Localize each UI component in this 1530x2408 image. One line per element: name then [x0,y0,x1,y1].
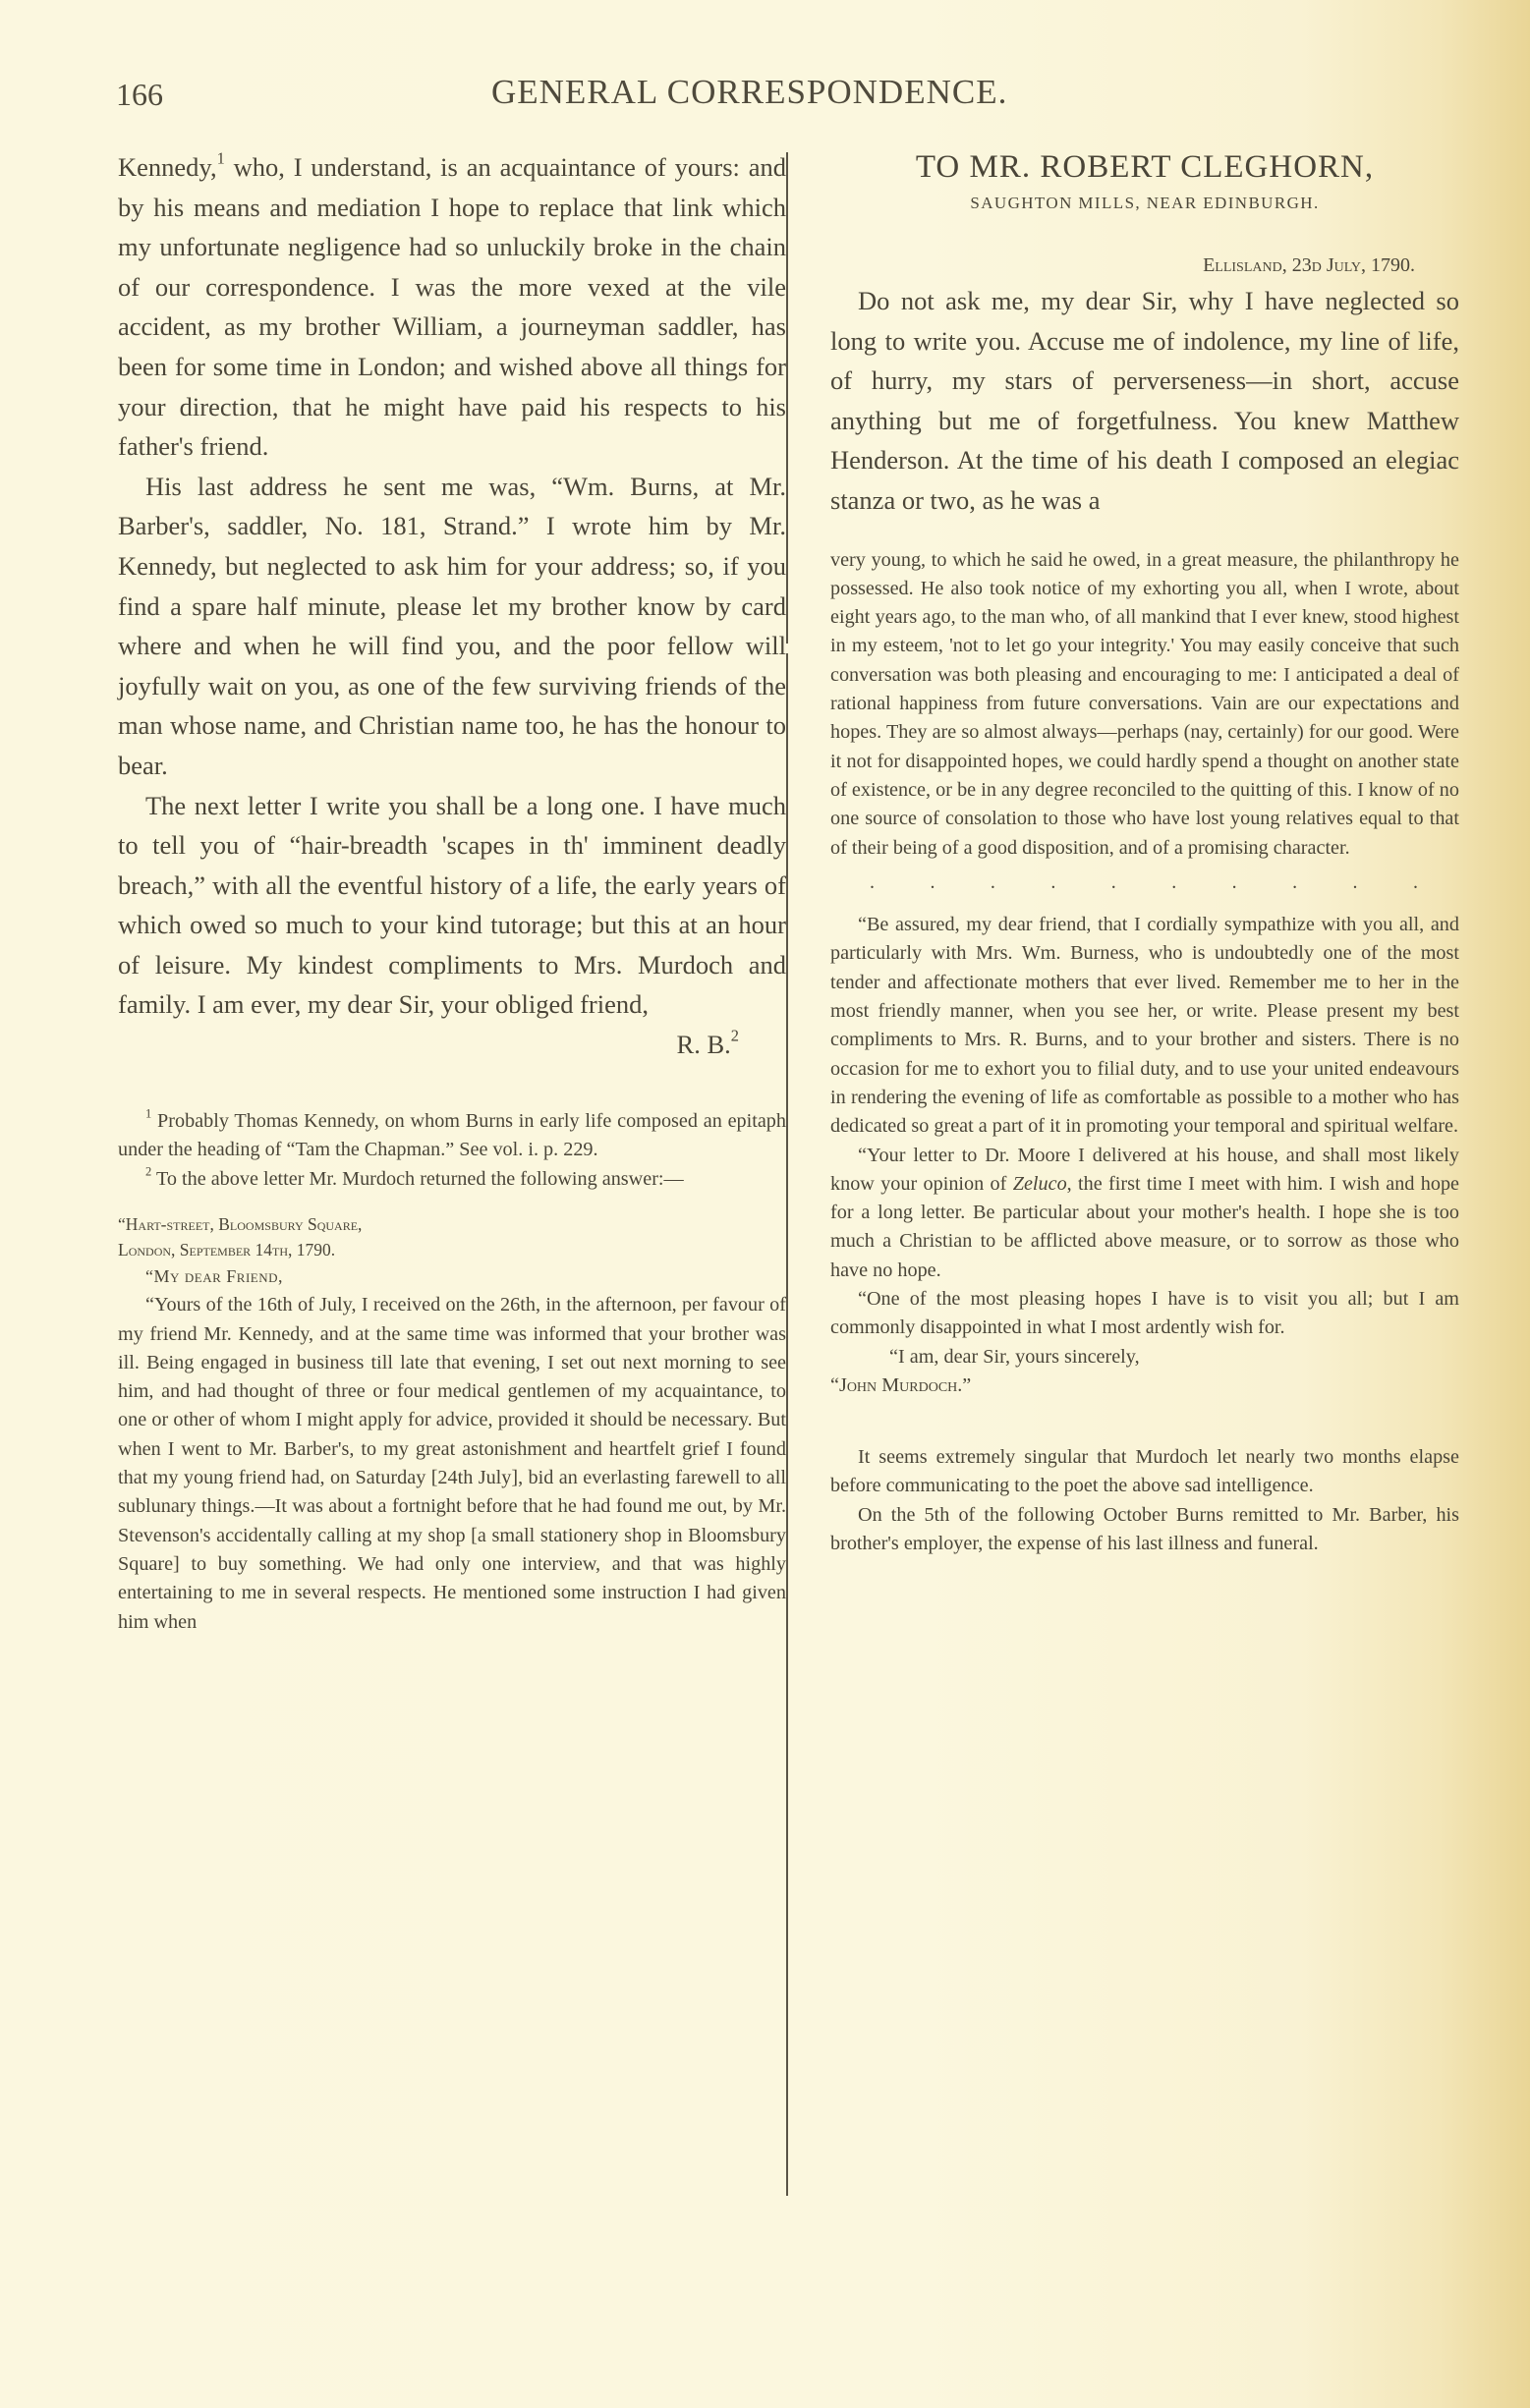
reply-signature: “John Murdoch.” [830,1373,972,1396]
paragraph: On the 5th of the following October Burns remitted to Mr. Barber, his brother's employer, the expense of his last illness and funeral. [830,1503,1459,1555]
reply-date: London, September 14th, 1790. [118,1239,336,1260]
paragraph: Do not ask me, my dear Sir, why I have neglected so long to write you. Accuse me of indolence, my line of life, of hurry, my stars of perverseness—in short, accuse anything but me of forgetfulness. You knew Matthew Henderson. At the time of his death I composed an elegiac stanza or two, as he was a [830,286,1459,515]
editorial-note [830,1443,1459,1558]
letter-date: Ellisland, 23d July, 1790. [1203,254,1415,276]
footnote [118,1165,786,1194]
right-column [830,138,1459,1558]
paragraph: It seems extremely singular that Murdoch let nearly two months elapse before communicating to the poet the above sad intelligence. [830,1446,1459,1497]
letter-subtitle: SAUGHTON MILLS, NEAR EDINBURGH. [970,194,1320,212]
footnote-marker: 1 [145,1106,152,1121]
footnotes [118,1107,786,1637]
running-title: GENERAL CORRESPONDENCE. [491,73,1008,111]
letter-body [118,147,786,1025]
paragraph [830,1142,1459,1285]
footnote [118,1107,786,1165]
page-number: 166 [116,77,163,112]
text: , the first time I meet with him. I wish and hope for a long letter. Be particular about your mother's health. I hope she is too much a Christian to be afflicted above measure, or to sorrow as those who have no hope. [830,1172,1460,1281]
column-divider [786,152,788,644]
reply-body: “Yours of the 16th of July, I received on the 26th, in the afternoon, per favour of my friend Mr. Kennedy, and at the same time was informed that your brother was ill. Being engaged in business till late that evening, I set out next morning to see him, and had thought of three or four medical gentlemen of my acquaintance, to one or other of whom I might apply for advice, provided it should be necessary. But when I went to Mr. Barber's, to my great astonishment and heartfelt grief I found that my young friend had, on Saturday [24th July], bid an everlasting farewell to all sublunary things.—It was about a fortnight before that he had found me out, by Mr. Stevenson's accidentally calling at my shop [a small stationery shop in Bloomsbury Square] to buy something. We had only one interview, and that was highly entertaining to me in several respects. He mentioned some instruction I had given him when [118,1294,786,1633]
paragraph: very young, to which he said he owed, in a great measure, the philanthropy he possessed. He also took notice of my exhorting you all, when I wrote, about eight years ago, to the man who, of all mankind that I ever knew, stood highest in my esteem, 'not to let go your integrity.' You may easily conceive that such conversation was both pleasing and encouraging to me: I anticipated a deal of rational happiness from future conversations. Vain are our expectations and hopes. They are so almost always—perhaps (nay, certainly) for our good. Were it not for disappointed hopes, we could hardly spend a thought on another state of existence, or be in any degree reconciled to the quitting of this. I know of no one source of consolation to those who have lost young relatives equal to that of their being of a good disposition, and of a promising character. [830,548,1459,859]
letter-body [830,281,1459,521]
paragraph: “Be assured, my dear friend, that I cordially sympathize with you all, and particularly with Mrs. Wm. Burness, who is undoubtedly one of the most tender and affectionate mothers that ever lived. Remember me to her in the most friendly manner, when you see her, or write. Please present my best compliments to Mrs. R. Burns, and to your brother and sisters. There is no occasion for me to exhort you to filial duty, and to use your united endeavours in rendering the evening of life as comfortable as possible to a mother who has dedicated so great a part of it in promoting your temporal and spiritual welfare. [830,914,1459,1138]
letter-title: TO MR. ROBERT CLEGHORN, [915,149,1375,185]
ellipsis-separator: . . . . . . . . . . [870,870,1420,893]
footnote-ref[interactable]: 2 [730,1026,739,1045]
footnote-text: To the above letter Mr. Murdoch returned the following answer:— [151,1167,684,1190]
book-title: Zeluco [1012,1172,1067,1195]
letter-continuation [830,546,1459,1559]
text: who, I understand, is an acquaintance of yours: and by his means and mediation I hope to replace that link which my unfortunate negligence had so unluckily broke in the chain of our correspondence. I was the more vexed at the vile accident, as my brother William, a journeyman saddler, has been for some time in London; and wished above all things for your direction, that he might have paid his respects to his father's friend. [118,152,786,462]
reply-closing: “I am, dear Sir, yours sincerely, [889,1345,1140,1368]
paragraph: The next letter I write you shall be a long one. I have much to tell you of “hair-breadth 'scapes in th' imminent deadly breach,” with all the eventful history of a life, the early years of which owed so much to your kind tutorage; but this at an hour of leisure. My kindest compliments to Mrs. Murdoch and family. I am ever, my dear Sir, your obliged friend, [118,790,786,1020]
text: Kennedy, [118,152,217,182]
signature [118,1025,786,1064]
footnote-text: Probably Thomas Kennedy, on whom Burns in early life composed an epitaph under the heading of “Tam the Chapman.” See vol. i. p. 229. [118,1110,786,1161]
reply-salutation: “My dear Friend, [145,1265,283,1286]
left-column [118,147,786,1637]
text: “Your letter to Dr. Moore I delivered at his house, and shall most likely know your opinion of [830,1144,1459,1195]
paragraph: His last address he sent me was, “Wm. Burns, at Mr. Barber's, saddler, No. 181, Strand.” I wrote him by Mr. Kennedy, but neglected to ask him for your address; so, if you find a spare half minute, please let my brother know by card where and when he will find you, and the poor fellow will joyfully wait on you, as one of the few surviving friends of the man whose name, and Christian name too, he has the honour to bear. [118,471,786,780]
footnote-ref[interactable]: 1 [216,148,225,168]
paragraph: “One of the most pleasing hopes I have is to visit you all; but I am commonly disappointed in what I most ardently wish for. [830,1287,1459,1339]
column-divider [786,653,788,2196]
signature-text: R. B. [676,1030,731,1060]
footnote-marker: 2 [145,1164,152,1179]
reply-address: “Hart-street, Bloomsbury Square, [118,1213,363,1234]
paragraph [118,147,786,467]
